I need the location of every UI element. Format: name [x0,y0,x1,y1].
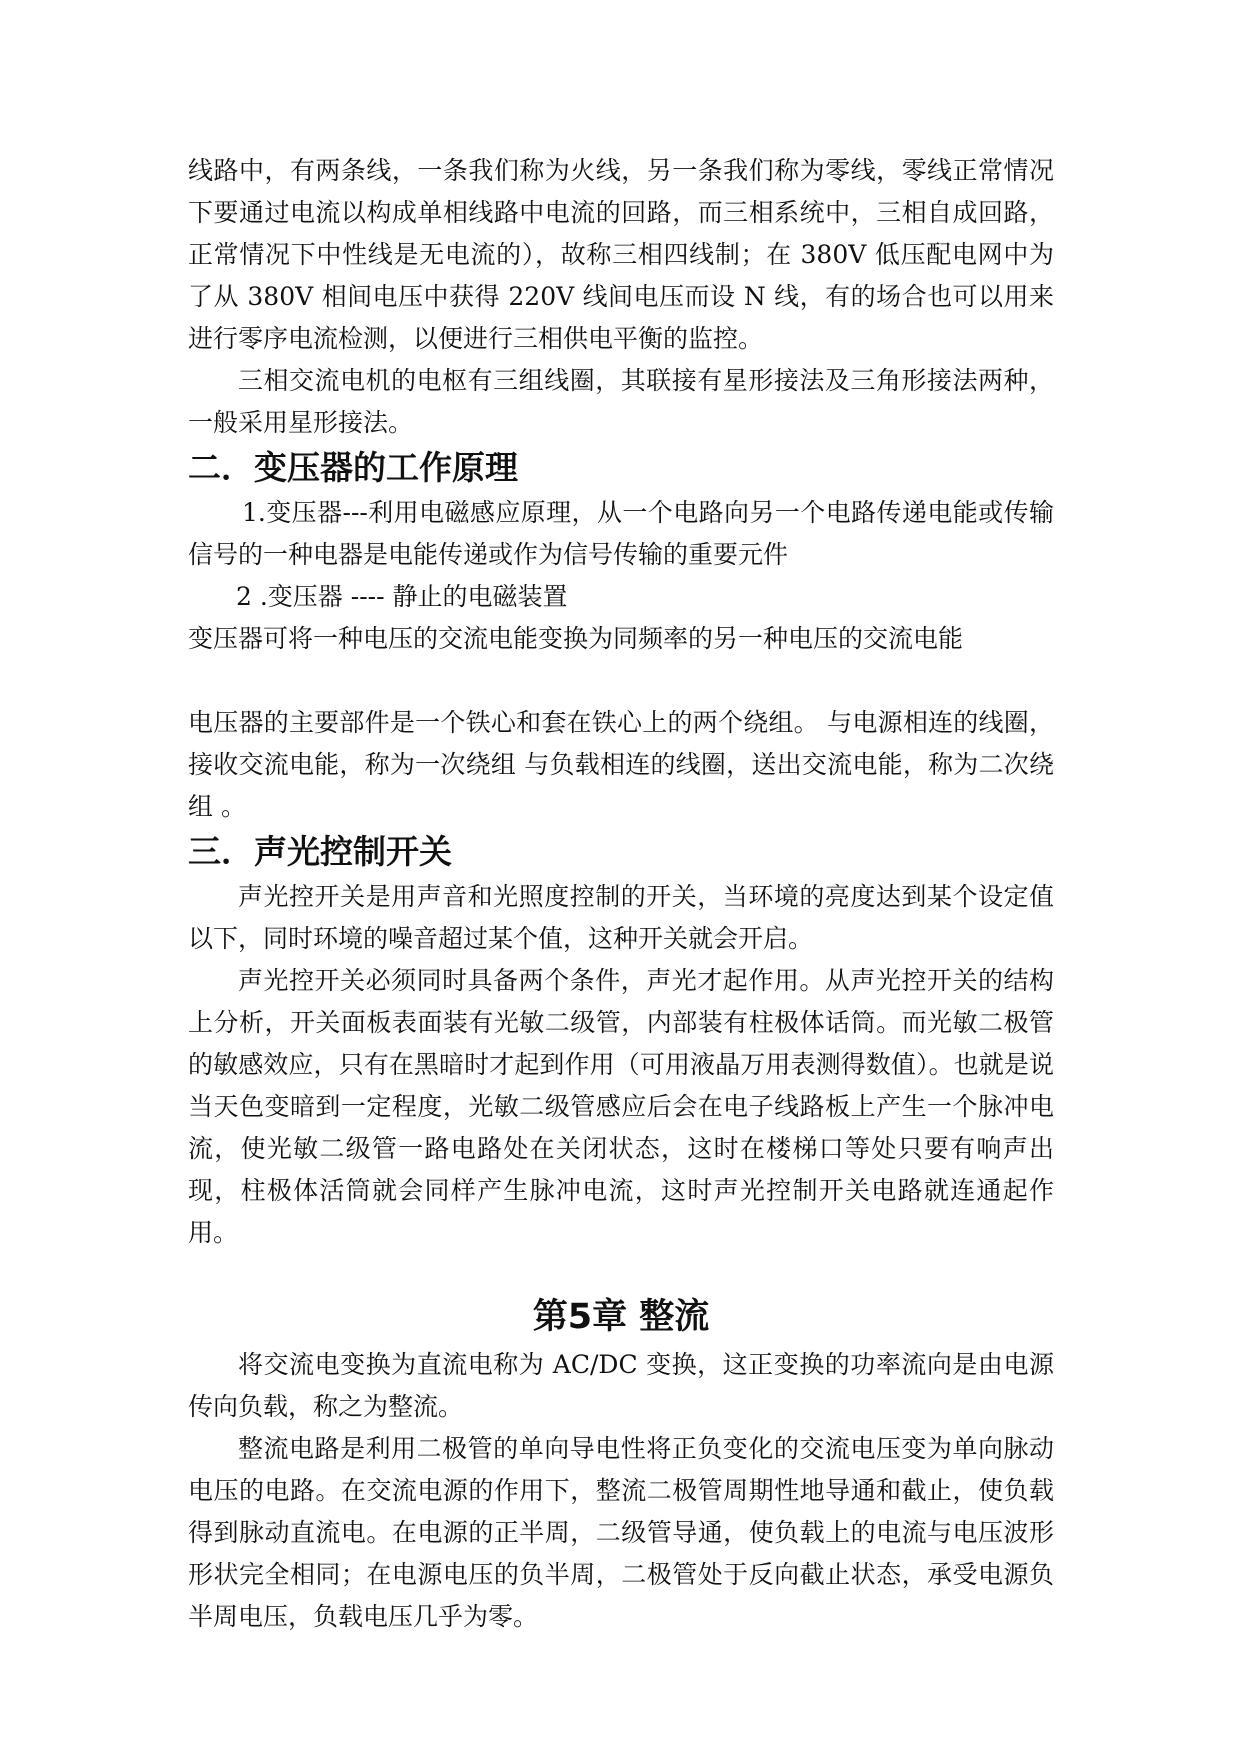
paragraph-switch-definition: 声光控开关是用声音和光照度控制的开关，当环境的亮度达到某个设定值以下，同时环境的噪音超过某个值，这种开关就会开启。 [188,882,1054,953]
paragraph-rectifier-circuit: 整流电路是利用二极管的单向导电性将正负变化的交流电压变为单向脉动电压的电路。在交流电源的作用下，整流二极管周期性地导通和截止，使负载得到脉动直流电。在电源的正半周，二级管导通，使负载上的电流与电压波形形状完全相同；在电源电压的负半周，二极管处于反向截止状态，承受电源负半周电压，负载电压几乎为零。 [188,1434,1054,1631]
paragraph-rectification-definition: 将交流电变换为直流电称为 AC/DC 变换，这正变换的功率流向是由电源传向负载，称之为整流。 [188,1350,1054,1421]
transformer-definition-item: 1.变压器---利用电磁感应原理，从一个电路向另一个电路传递电能或传输信号的一种电器是电能传递或作为信号传输的重要元件 [188,498,1054,569]
paragraph-switch-conditions: 声光控开关必须同时具备两个条件，声光才起作用。从声光控开关的结构上分析，开关面板表面装有光敏二级管，内部装有柱极体话筒。而光敏二极管的敏感效应，只有在黑暗时才起到作用（可用液晶万用表测得数值）。也就是说当天色变暗到一定程度，光敏二级管感应后会在电子线路板上产生一个脉冲电流，使光敏二级管一路电路处在关闭状态，这时在楼梯口等处只要有响声出现，柱极体活筒就会同样产生脉冲电流，这时声光控制开关电路就连通起作用。 [188,966,1054,1247]
chapter-title: 第5章 整流 [532,1297,710,1337]
heading-transformer-principle: 二．变压器的工作原理 [188,448,518,487]
paragraph-transformer-components: 电压器的主要部件是一个铁心和套在铁心上的两个绕组。 与电源相连的线圈，接收交流电能，称为一次绕组 与负载相连的线圈，送出交流电能，称为二次绕组 。 [188,708,1054,821]
transformer-static-device-item: 2 .变压器 ---- 静止的电磁装置 [236,582,568,611]
paragraph-three-phase-lines: 线路中，有两条线，一条我们称为火线，另一条我们称为零线，零线正常情况下要通过电流以构成单相线路中电流的回路，而三相系统中，三相自成回路，正常情况下中性线是无电流的），故称三相四线制；在 380V 低压配电网中为了从 380V 相间电压中获得 220V 线间电压而设 N 线，有的场合也可以用来进行零序电流检测，以便进行三相供电平衡的监控。 [188,156,1054,353]
document-page [188,150,1054,1638]
paragraph-motor-armature: 三相交流电机的电枢有三组线圈，其联接有星形接法及三角形接法两种，一般采用星形接法。 [188,366,1054,437]
heading-sound-light-switch: 三．声光控制开关 [188,832,452,871]
paragraph-transformer-conversion: 变压器可将一种电压的交流电能变换为同频率的另一种电压的交流电能 [188,624,964,653]
